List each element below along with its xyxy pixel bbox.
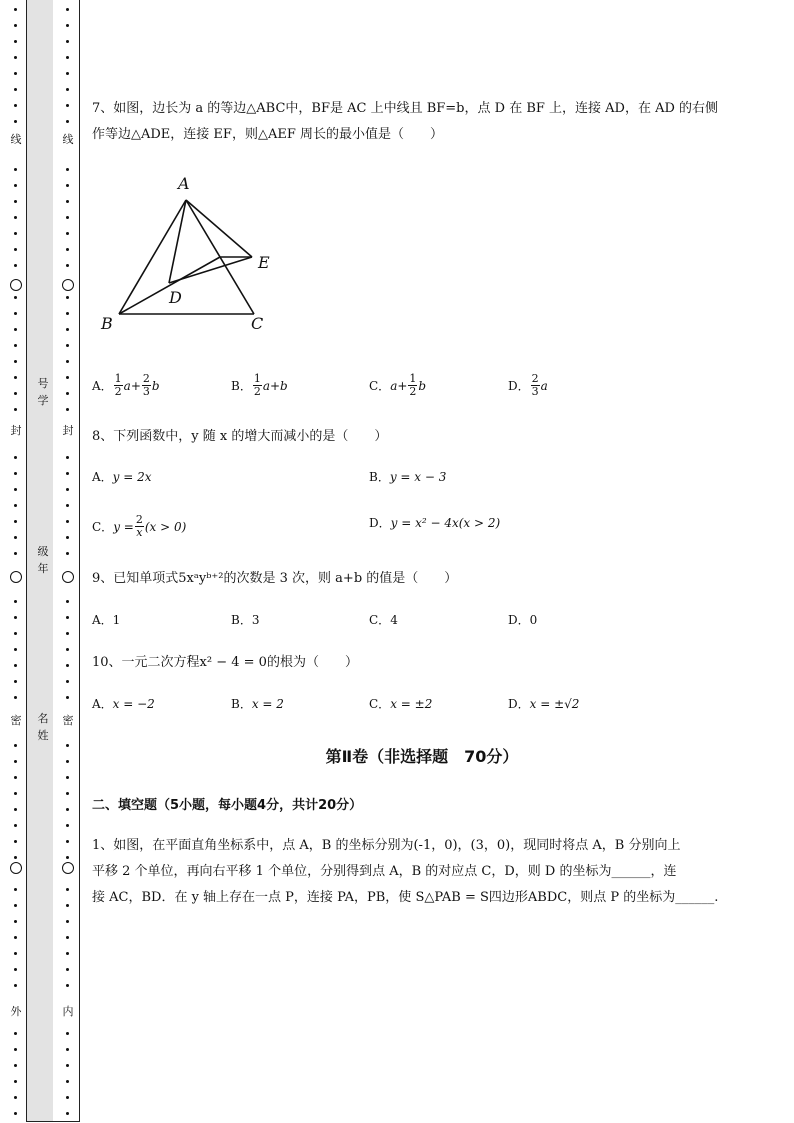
question-8-options-row1: [92, 468, 752, 498]
option-letter: C．: [369, 379, 391, 393]
binding-dot: [14, 600, 17, 603]
edge-AE: [186, 200, 252, 257]
binding-dot: [14, 664, 17, 667]
binding-dot: [14, 952, 17, 955]
field-char: 学: [37, 394, 49, 407]
binding-dot: [66, 456, 69, 459]
fraction: [142, 373, 151, 398]
binding-dot: [66, 888, 69, 891]
expr-part: (x > 0): [144, 519, 187, 534]
expr: y = x − 3: [389, 469, 447, 484]
binding-dot: [14, 392, 17, 395]
label-B: B: [101, 314, 113, 333]
binding-dot: [14, 968, 17, 971]
binding-dot: [14, 856, 17, 859]
binding-dot: [14, 648, 17, 651]
binding-dot: [14, 488, 17, 491]
option-10A[interactable]: [92, 695, 155, 712]
expr-part: a+b: [262, 378, 288, 393]
binding-dot: [66, 104, 69, 107]
binding-mark: 密: [60, 714, 76, 728]
question-10: 10、一元二次方程x² − 4 = 0的根为（ ）: [92, 655, 358, 670]
question-8: 8、下列函数中，y 随 x 的增大而减小的是（ ）: [92, 429, 388, 444]
binding-dot: [14, 312, 17, 315]
numerator: 2: [135, 513, 143, 526]
binding-margin: [0, 0, 82, 1123]
denominator: 2: [253, 385, 261, 398]
binding-dot: [66, 920, 69, 923]
option-8B[interactable]: [369, 468, 446, 485]
binding-dot: [14, 504, 17, 507]
binding-dot: [66, 664, 69, 667]
part-2-subtitle: 二、填空题（5小题，每小题4分，共计20分）: [92, 798, 363, 813]
label-A: A: [178, 174, 190, 193]
option-10C[interactable]: [369, 695, 432, 712]
denominator: x: [136, 526, 143, 539]
option-letter: A．: [92, 613, 113, 627]
student-id-label: [33, 375, 53, 409]
binding-dot: [14, 984, 17, 987]
binding-dot: [14, 8, 17, 11]
binding-dot: [66, 792, 69, 795]
binding-dot: [66, 168, 69, 171]
expr-part: b: [418, 378, 427, 393]
binding-dot: [66, 296, 69, 299]
binding-dot: [66, 8, 69, 11]
binding-dot: [14, 632, 17, 635]
numerator: 1: [253, 372, 261, 385]
binding-dot: [66, 344, 69, 347]
option-letter: A．: [92, 470, 113, 484]
binding-ring-icon: [10, 862, 22, 874]
binding-dot: [66, 552, 69, 555]
option-value: x = ±√2: [529, 696, 580, 711]
question-9: 9、已知单项式5xᵃyᵇ⁺²的次数是 3 次，则 a+b 的值是（ ）: [92, 571, 458, 586]
question-7-line2: 作等边△ADE，连接 EF，则△AEF 周长的最小值是（ ）: [92, 127, 443, 142]
fill-question-1-line3: 接 AC，BD．在 y 轴上存在一点 P，连接 PA，PB，使 S△PAB = S四边形ABDC，则点 P 的坐标为______.: [92, 890, 719, 905]
option-letter: C．: [369, 613, 391, 627]
binding-ring-icon: [10, 279, 22, 291]
expr-part: a+: [390, 378, 408, 393]
binding-dot: [14, 552, 17, 555]
binding-dot: [14, 792, 17, 795]
expr-part: b: [151, 378, 160, 393]
question-7: [92, 96, 752, 148]
binding-mark: 内: [60, 1005, 76, 1019]
question-7-options: [92, 373, 752, 403]
question-9-options: [92, 611, 752, 641]
binding-dot: [66, 616, 69, 619]
binding-dot: [14, 456, 17, 459]
binding-dot: [66, 56, 69, 59]
binding-ring-icon: [62, 279, 74, 291]
binding-ring-icon: [62, 862, 74, 874]
question-10-options: [92, 695, 752, 725]
grade-label: [33, 543, 53, 577]
binding-dot: [14, 1096, 17, 1099]
binding-dot: [14, 360, 17, 363]
field-char: 姓: [37, 729, 49, 742]
binding-dot: [66, 840, 69, 843]
expr-part: y =: [113, 519, 134, 534]
edge-DE: [169, 257, 252, 283]
binding-dot: [66, 1064, 69, 1067]
denominator: 2: [409, 385, 417, 398]
binding-dot: [14, 744, 17, 747]
binding-dot: [66, 760, 69, 763]
binding-dot: [66, 232, 69, 235]
option-letter: B．: [231, 379, 252, 393]
option-10B[interactable]: [231, 695, 284, 712]
numerator: 2: [531, 372, 539, 385]
outer-dotted-line: [6, 0, 26, 1123]
label-E: E: [258, 253, 270, 272]
inner-dotted-line: [58, 0, 78, 1123]
binding-dot: [66, 1032, 69, 1035]
fraction: [408, 373, 417, 398]
expr-part: a: [540, 378, 548, 393]
binding-dot: [66, 648, 69, 651]
binding-dot: [14, 344, 17, 347]
binding-mark: 线: [60, 133, 76, 147]
option-letter: A．: [92, 379, 113, 393]
binding-dot: [66, 632, 69, 635]
option-letter: D．: [369, 516, 391, 530]
binding-dot: [66, 1080, 69, 1083]
binding-dot: [14, 248, 17, 251]
binding-dot: [66, 392, 69, 395]
binding-dot: [14, 376, 17, 379]
binding-dot: [14, 168, 17, 171]
name-label: [33, 710, 53, 744]
numerator: 1: [114, 372, 122, 385]
option-value: 3: [251, 612, 260, 627]
binding-dot: [14, 696, 17, 699]
option-9B[interactable]: [231, 611, 259, 628]
binding-dot: [14, 904, 17, 907]
binding-dot: [66, 24, 69, 27]
field-char: 年: [37, 562, 49, 575]
field-char: 级: [37, 545, 49, 558]
binding-dot: [14, 840, 17, 843]
binding-dot: [66, 744, 69, 747]
label-D: D: [169, 288, 182, 307]
binding-mark: 封: [60, 424, 76, 438]
binding-dot: [14, 824, 17, 827]
binding-dot: [14, 1112, 17, 1115]
binding-dot: [14, 680, 17, 683]
binding-dot: [66, 984, 69, 987]
binding-dot: [14, 472, 17, 475]
binding-dot: [66, 1112, 69, 1115]
binding-dot: [66, 216, 69, 219]
binding-dot: [66, 536, 69, 539]
option-8C[interactable]: [92, 514, 186, 539]
binding-dot: [66, 72, 69, 75]
option-8A[interactable]: [92, 468, 152, 485]
binding-dot: [14, 888, 17, 891]
binding-mark: 密: [8, 714, 24, 728]
fill-question-1-line2: 平移 2 个单位，再向右平移 1 个单位，分别得到点 A，B 的对应点 C，D，则 D 的坐标为______，连: [92, 864, 677, 879]
binding-dot: [14, 72, 17, 75]
binding-dot: [66, 504, 69, 507]
binding-dot: [66, 408, 69, 411]
numerator: 1: [409, 372, 417, 385]
binding-dot: [14, 296, 17, 299]
option-letter: C．: [369, 697, 391, 711]
binding-dot: [14, 808, 17, 811]
option-value: x = ±2: [390, 696, 433, 711]
binding-dot: [14, 536, 17, 539]
binding-dot: [14, 232, 17, 235]
binding-dot: [14, 264, 17, 267]
binding-dot: [14, 920, 17, 923]
binding-dot: [14, 24, 17, 27]
binding-dot: [14, 104, 17, 107]
binding-dot: [14, 1064, 17, 1067]
binding-dot: [66, 488, 69, 491]
expr: y = 2x: [112, 469, 152, 484]
binding-ring-icon: [62, 571, 74, 583]
binding-dot: [66, 120, 69, 123]
option-letter: B．: [231, 697, 252, 711]
option-letter: D．: [508, 697, 530, 711]
fill-question-1-line1: 1、如图，在平面直角坐标系中，点 A，B 的坐标分别为(-1，0)，(3，0)，现同时将点 A，B 分别向上: [92, 838, 681, 853]
denominator: 3: [142, 385, 150, 398]
option-letter: C．: [92, 520, 114, 534]
binding-dot: [66, 264, 69, 267]
binding-dot: [14, 776, 17, 779]
question-8-options-row2: [92, 514, 752, 544]
binding-dot: [14, 184, 17, 187]
binding-dot: [14, 200, 17, 203]
part-2-title: 第Ⅱ卷（非选择题 70分）: [325, 747, 519, 766]
numerator: 2: [142, 372, 150, 385]
fill-question-1: [92, 833, 752, 911]
option-7A[interactable]: [92, 373, 160, 398]
option-9C[interactable]: [369, 611, 398, 628]
binding-dot: [66, 328, 69, 331]
option-8D[interactable]: [369, 514, 500, 531]
binding-dot: [66, 968, 69, 971]
binding-dot: [66, 40, 69, 43]
binding-dot: [66, 776, 69, 779]
option-9A[interactable]: [92, 611, 120, 628]
binding-dot: [66, 248, 69, 251]
fraction: [253, 373, 262, 398]
binding-dot: [14, 1080, 17, 1083]
binding-dot: [66, 520, 69, 523]
binding-dot: [14, 760, 17, 763]
binding-dot: [66, 600, 69, 603]
binding-dot: [14, 120, 17, 123]
binding-dot: [66, 200, 69, 203]
binding-dot: [66, 1048, 69, 1051]
option-letter: D．: [508, 379, 530, 393]
fraction: [135, 514, 144, 539]
binding-dot: [14, 936, 17, 939]
binding-dot: [14, 40, 17, 43]
option-7D[interactable]: [508, 373, 548, 398]
field-char: 名: [37, 712, 49, 725]
fraction: [531, 373, 540, 398]
denominator: 2: [114, 385, 122, 398]
binding-mark: 外: [8, 1005, 24, 1019]
binding-dot: [66, 824, 69, 827]
binding-mark: 封: [8, 424, 24, 438]
field-char: 号: [37, 377, 49, 390]
option-7B[interactable]: [231, 373, 288, 398]
option-letter: A．: [92, 697, 113, 711]
binding-dot: [66, 696, 69, 699]
binding-dot: [66, 904, 69, 907]
edge-AD: [169, 200, 186, 283]
option-9D[interactable]: [508, 611, 537, 628]
binding-dot: [14, 520, 17, 523]
triangle-figure: [92, 170, 292, 340]
binding-dot: [14, 616, 17, 619]
option-value: 1: [112, 612, 121, 627]
binding-dot: [14, 1032, 17, 1035]
binding-dot: [66, 312, 69, 315]
option-value: x = −2: [112, 696, 155, 711]
option-7C[interactable]: [369, 373, 426, 398]
option-letter: B．: [231, 613, 252, 627]
binding-dot: [66, 936, 69, 939]
binding-dot: [66, 88, 69, 91]
binding-dot: [66, 1096, 69, 1099]
binding-dot: [14, 56, 17, 59]
binding-dot: [14, 328, 17, 331]
binding-dot: [14, 1048, 17, 1051]
binding-ring-icon: [10, 571, 22, 583]
label-C: C: [251, 314, 264, 333]
binding-dot: [66, 376, 69, 379]
binding-dot: [66, 808, 69, 811]
binding-dot: [66, 360, 69, 363]
question-7-line1: 7、如图，边长为 a 的等边△ABC中，BF是 AC 上中线且 BF=b，点 D 在 BF 上，连接 AD，在 AD 的右侧: [92, 101, 719, 116]
binding-dot: [66, 184, 69, 187]
expr-part: a+: [123, 378, 141, 393]
option-value: x = 2: [251, 696, 284, 711]
binding-dot: [66, 952, 69, 955]
binding-dot: [66, 472, 69, 475]
binding-mark: 线: [8, 133, 24, 147]
option-value: 4: [390, 612, 398, 627]
binding-dot: [66, 680, 69, 683]
binding-dot: [14, 408, 17, 411]
option-letter: B．: [369, 470, 390, 484]
fraction: [114, 373, 123, 398]
option-value: 0: [529, 612, 538, 627]
expr: y = x² − 4x(x > 2): [390, 515, 501, 530]
binding-dot: [66, 856, 69, 859]
binding-dot: [14, 88, 17, 91]
option-10D[interactable]: [508, 695, 579, 712]
denominator: 3: [531, 385, 539, 398]
option-letter: D．: [508, 613, 530, 627]
binding-dot: [14, 216, 17, 219]
